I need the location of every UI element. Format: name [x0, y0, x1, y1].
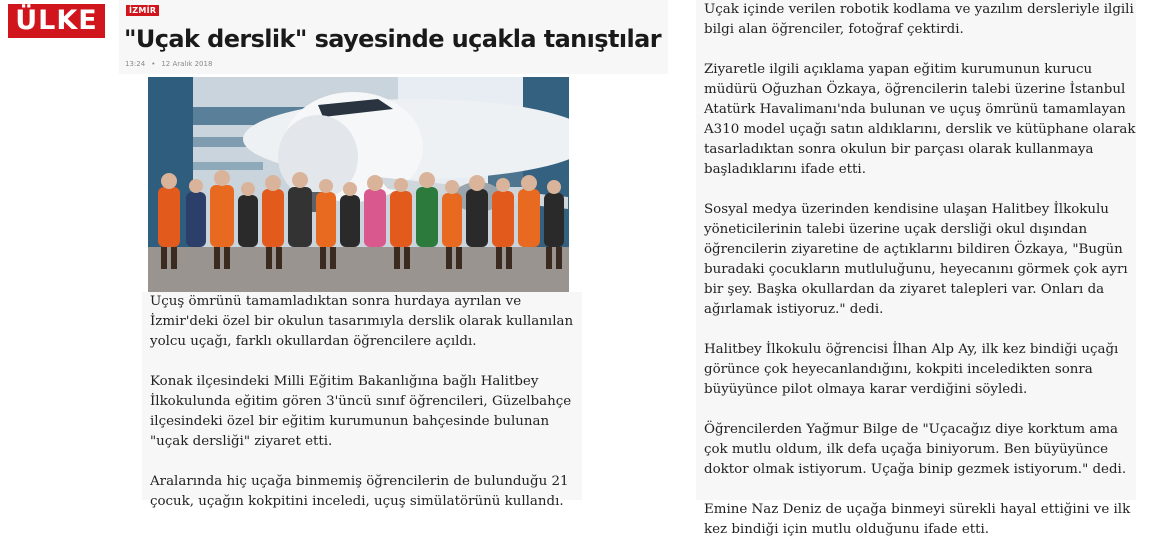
meta-separator: •: [151, 60, 156, 68]
article-paragraph: Öğrencilerden Yağmur Bilge de "Uçacağız diye korktum ama çok mutlu oldum, ilk defa uçağa biniyorum. Ben büyüyünce doktor olmak istiyorum. Uçağa binip gezmek istiyorum." dedi.: [704, 422, 1127, 477]
article-paragraph: Uçak içinde verilen robotik kodlama ve yazılım dersleriyle ilgili bilgi alan öğrenciler, fotoğraf çektirdi.: [704, 2, 1134, 37]
article-paragraph: Ziyaretle ilgili açıklama yapan eğitim kurumunun kurucu müdürü Oğuzhan Özkaya, öğrencilerin talebi üzerine İstanbul Atatürk Havalimanı'nda bulunan ve uçuş ömrünü tamamlayan A310 model uçağı satın aldıklarını, derslik ve kütüphane olarak tasarladıktan sonra okulun bir parçası olarak kullanmaya başladıklarını ifade etti.: [704, 62, 1136, 177]
article-paragraph: Emine Naz Deniz de uçağa binmeyi sürekli hayal ettiğini ve ilk kez bindiği için mutlu olduğunu ifade etti.: [704, 502, 1131, 537]
category-badge[interactable]: İZMİR: [126, 5, 159, 16]
article-body-left: [142, 292, 582, 509]
article-paragraph: Aralarında hiç uçağa binmemiş öğrencilerin de bulunduğu 21 çocuk, uçağın kokpitini inceledi, uçuş simülatörünü kullandı.: [150, 474, 569, 509]
lead-photo: [148, 77, 569, 292]
article-paragraph: Halitbey İlkokulu öğrencisi İlhan Alp Ay, ilk kez bindiği uçağı görünce çok heyecanlandığını, kokpiti inceledikten sonra büyüyünce pilot olmaya karar verdiğini söyledi.: [704, 342, 1119, 397]
site-logo[interactable]: ÜLKE: [8, 4, 105, 38]
article-paragraph: Uçuş ömrünü tamamladıktan sonra hurdaya ayrılan ve İzmir'deki özel bir okulun tasarımıyla derslik olarak kullanılan yolcu uçağı, farklı okullardan öğrencilere açıldı.: [150, 294, 574, 349]
article-title: "Uçak derslik" sayesinde uçakla tanıştılar: [124, 25, 661, 53]
airplane-children-photo-icon: [148, 77, 569, 292]
article-date: 12 Aralık 2018: [161, 60, 213, 68]
article-paragraph: Sosyal medya üzerinden kendisine ulaşan Halitbey İlkokulu yöneticilerinin talebi üzerine uçak dersliği okul dışından öğrencilerin ziyaretine de açtıklarını bildiren Özkaya, "Bugün buradaki çocukların mutluluğunu, heyecanını görmek çok ayrı bir şey. Başka okullardan da ziyaret talepleri var. Onları da ağırlamak istiyoruz." dedi.: [704, 202, 1128, 317]
article-time: 13:24: [125, 60, 146, 68]
article-meta: [125, 60, 212, 68]
article-paragraph: Konak ilçesindeki Milli Eğitim Bakanlığına bağlı Halitbey İlkokulunda eğitim gören 3'üncü sınıf öğrencileri, Güzelbahçe ilçesindeki özel bir eğitim kurumunun bahçesinde bulunan "uçak dersliği" ziyaret etti.: [150, 374, 572, 449]
article-body-right: [696, 0, 1136, 537]
